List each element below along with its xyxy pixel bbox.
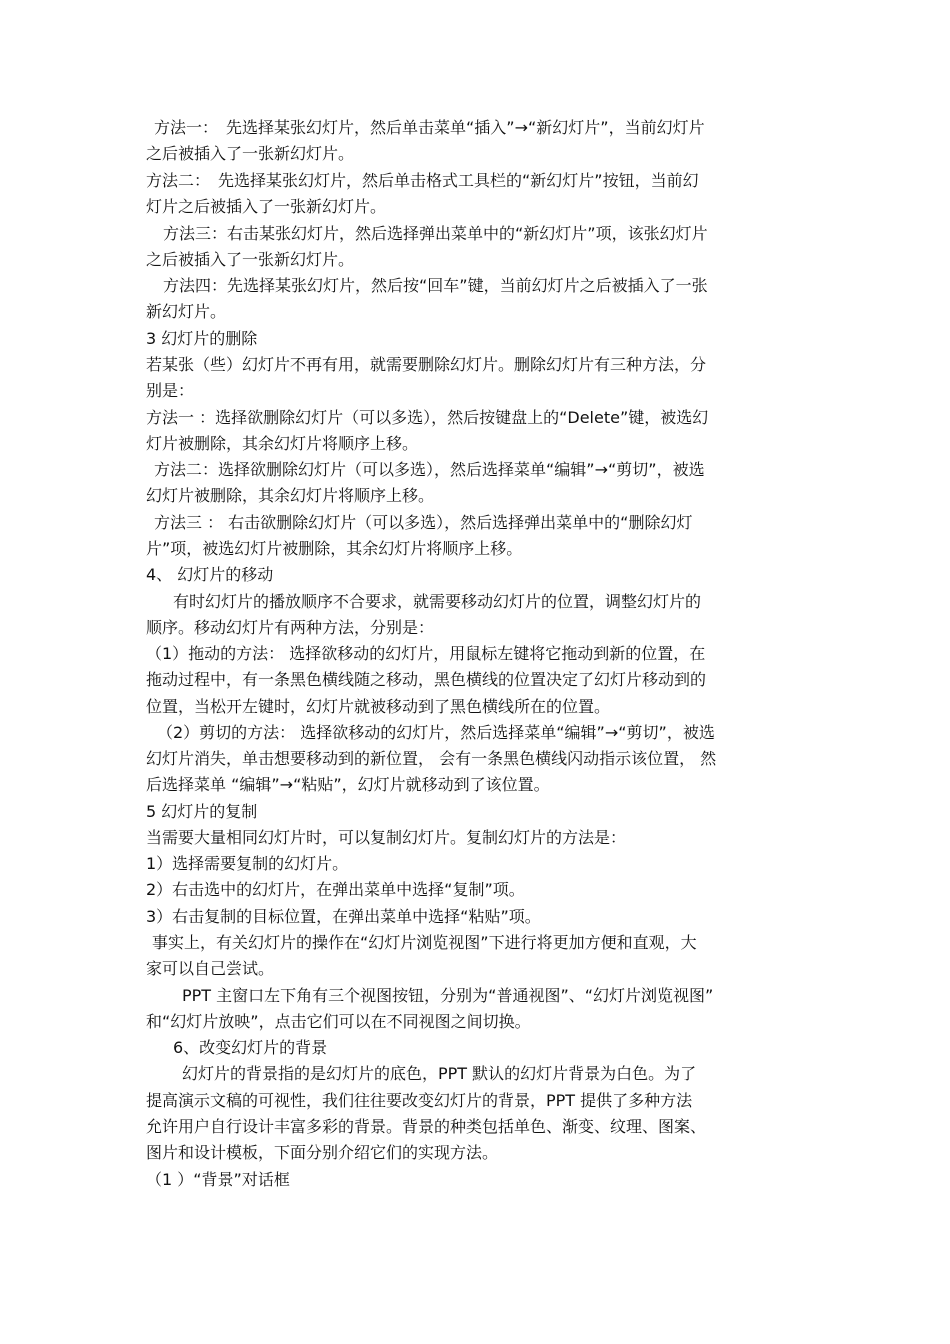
- text-line: 片”项，被选幻灯片被删除，其余幻灯片将顺序上移。: [146, 539, 523, 558]
- text-line: 之后被插入了一张新幻灯片。: [146, 144, 355, 163]
- text-line: 和“幻灯片放映”，点击它们可以在不同视图之间切换。: [146, 1012, 531, 1031]
- text-line: 新幻灯片。: [146, 302, 227, 321]
- list-item: 2）右击选中的幻灯片，在弹出菜单中选择“复制”项。: [146, 880, 525, 899]
- text-line: 灯片之后被插入了一张新幻灯片。: [146, 197, 387, 216]
- text-line: 幻灯片消失，单击想要移动到的新位置， 会有一条黑色横线闪动指示该位置， 然: [146, 749, 717, 768]
- text-line: 方法一： 先选择某张幻灯片，然后单击菜单“插入”→“新幻灯片”，当前幻灯片: [154, 118, 705, 137]
- text-line: 当需要大量相同幻灯片时，可以复制幻灯片。复制幻灯片的方法是：: [146, 828, 627, 847]
- text-line: 方法二：选择欲删除幻灯片（可以多选），然后选择菜单“编辑”→“剪切”，被选: [154, 460, 705, 479]
- text-line: 家可以自己尝试。: [146, 959, 275, 978]
- list-item: 1）选择需要复制的幻灯片。: [146, 854, 349, 873]
- text-line: PPT 主窗口左下角有三个视图按钮，分别为“普通视图”、“幻灯片浏览视图”: [182, 986, 714, 1005]
- text-line: 有时幻灯片的播放顺序不合要求，就需要移动幻灯片的位置，调整幻灯片的: [173, 592, 702, 611]
- section-heading: 5 幻灯片的复制: [146, 802, 258, 821]
- text-line: 灯片被删除，其余幻灯片将顺序上移。: [146, 434, 419, 453]
- text-line: 幻灯片被删除，其余幻灯片将顺序上移。: [146, 486, 435, 505]
- section-heading: 4、 幻灯片的移动: [146, 565, 274, 584]
- text-line: 后选择菜单 “编辑”→“粘贴”，幻灯片就移动到了该位置。: [146, 775, 550, 794]
- text-line: 提高演示文稿的可视性，我们往往要改变幻灯片的背景，PPT 提供了多种方法: [146, 1091, 693, 1110]
- text-line: 方法二： 先选择某张幻灯片，然后单击格式工具栏的“新幻灯片”按钮，当前幻: [146, 171, 699, 190]
- text-line: 别是：: [146, 381, 195, 400]
- text-line: 图片和设计模板，下面分别介绍它们的实现方法。: [146, 1143, 499, 1162]
- section-heading: 3 幻灯片的删除: [146, 329, 258, 348]
- text-line: 之后被插入了一张新幻灯片。: [146, 250, 355, 269]
- text-line: 位置，当松开左键时，幻灯片就被移动到了黑色横线所在的位置。: [146, 697, 611, 716]
- text-line: 拖动过程中，有一条黑色横线随之移动，黑色横线的位置决定了幻灯片移动到的: [146, 670, 707, 689]
- text-line: 方法三：右击某张幻灯片，然后选择弹出菜单中的“新幻灯片”项，该张幻灯片: [163, 224, 708, 243]
- text-line: 方法四：先选择某张幻灯片，然后按“回车”键，当前幻灯片之后被插入了一张: [163, 276, 708, 295]
- subsection-heading: （1 ）“背景”对话框: [146, 1170, 290, 1189]
- list-item: 3）右击复制的目标位置，在弹出菜单中选择“粘贴”项。: [146, 907, 541, 926]
- section-heading: 6、改变幻灯片的背景: [173, 1038, 328, 1057]
- text-line: （1）拖动的方法： 选择欲移动的幻灯片，用鼠标左键将它拖动到新的位置，在: [146, 644, 706, 663]
- text-line: 顺序。移动幻灯片有两种方法，分别是：: [146, 618, 435, 637]
- text-line: 方法三 ： 右击欲删除幻灯片（可以多选），然后选择弹出菜单中的“删除幻灯: [154, 513, 693, 532]
- text-line: 事实上，有关幻灯片的操作在“幻灯片浏览视图”下进行将更加方便和直观，大: [152, 933, 697, 952]
- text-line: 方法一 ：选择欲删除幻灯片（可以多选），然后按键盘上的“Delete”键，被选幻: [146, 408, 709, 427]
- text-line: （2）剪切的方法： 选择欲移动的幻灯片，然后选择菜单“编辑”→“剪切”，被选: [157, 723, 715, 742]
- text-line: 允许用户自行设计丰富多彩的背景。背景的种类包括单色、渐变、纹理、图案、: [146, 1117, 707, 1136]
- text-line: 若某张（些）幻灯片不再有用，就需要删除幻灯片。删除幻灯片有三种方法，分: [146, 355, 707, 374]
- text-line: 幻灯片的背景指的是幻灯片的底色，PPT 默认的幻灯片背景为白色。为了: [182, 1064, 697, 1083]
